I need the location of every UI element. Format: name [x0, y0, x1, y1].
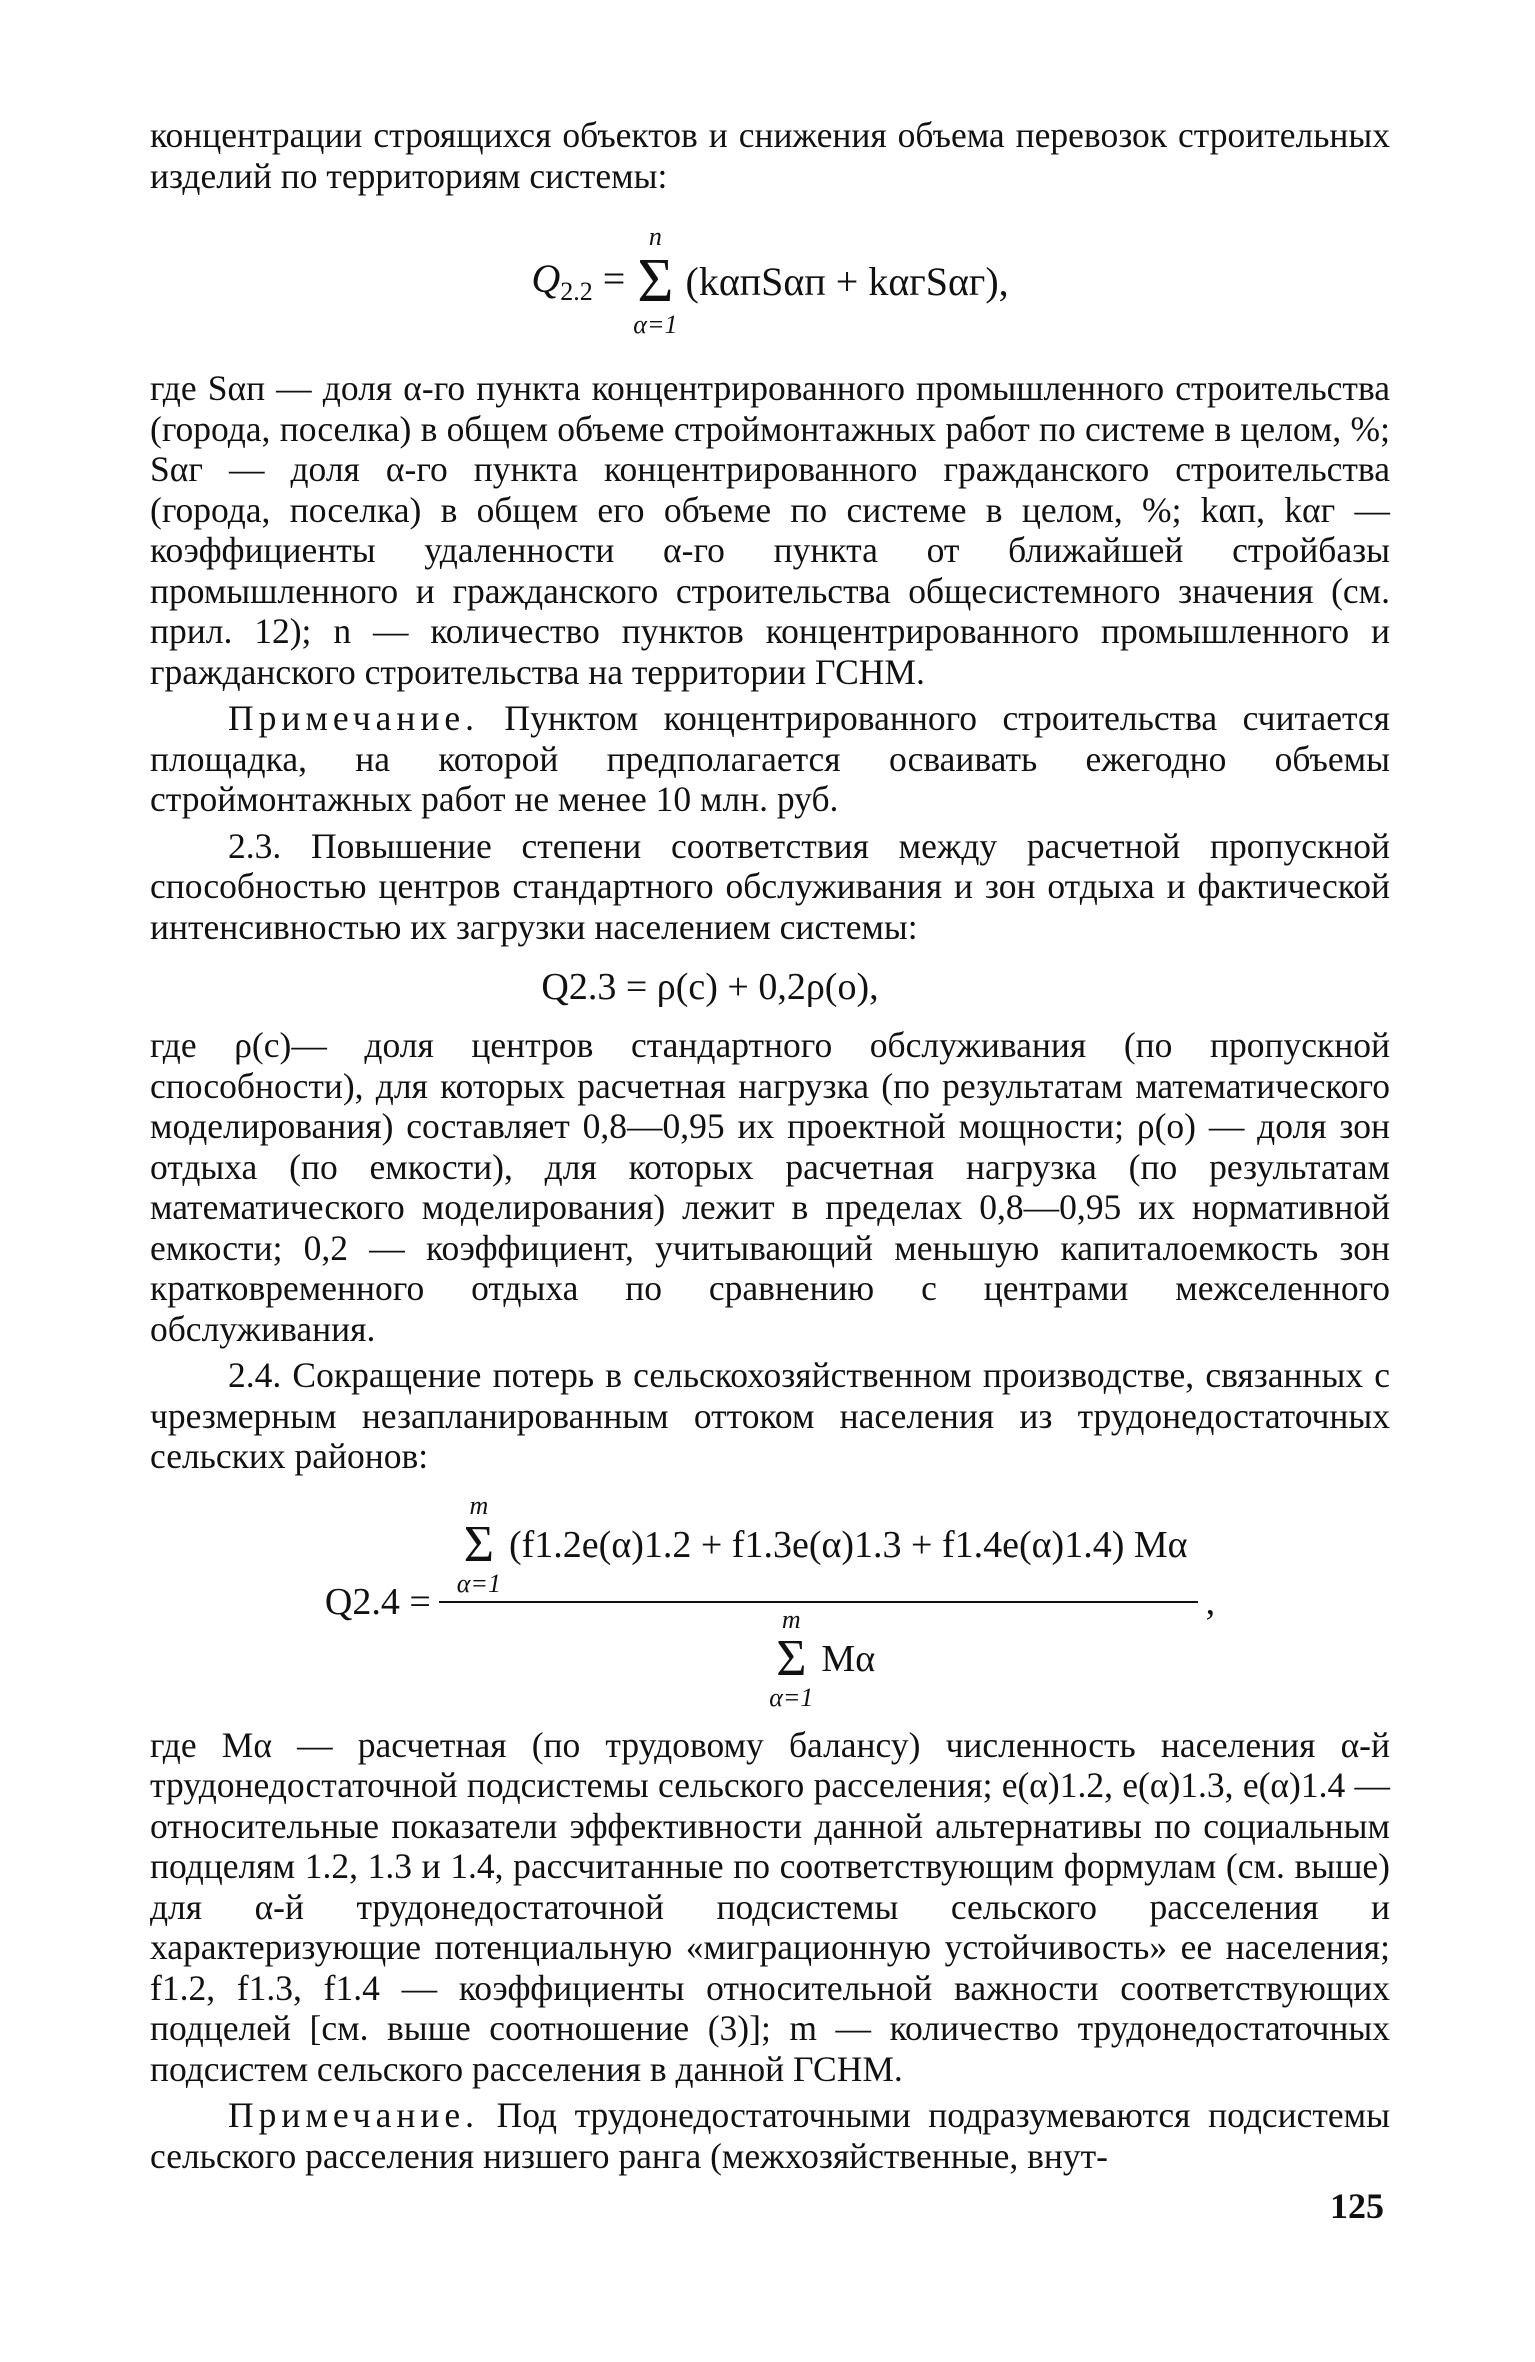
fraction-denominator: [751, 1604, 885, 1712]
paragraph-definitions-2-3: где ρ(с)— доля центров стандартного обслуживания (по пропускной способности), для которых расчетная нагрузка (по результатам математического моделирования) составляет 0,8—0,95 их проектной мощности; ρ(о) — доля зон отдыха (по емкости), для которых расчетная нагрузка (по результатам математического моделирования) лежит в пределах 0,8—0,95 их нормативной емкости; 0,2 — коэффициент, учитывающий меньшую капиталоемкость зон кратковременного отдыха по сравнению с центрами межселенного обслуживания.: [150, 1025, 1390, 1349]
sum-operator-denominator: [769, 1604, 814, 1712]
paragraph-intro: концентрации строящихся объектов и снижения объема перевозок строительных изделий по территориям системы:: [150, 115, 1390, 196]
note-2-text: Под трудонедостаточными подразумеваются подсистемы сельского расселения низшего ранга (межхозяйственные, внут-: [150, 2095, 1390, 2176]
formula-q2-4: [150, 1490, 1390, 1712]
note-1-label: Примечание.: [228, 698, 479, 738]
paragraph-definitions-2-4: где Mα — расчетная (по трудовому балансу) численность населения α-й трудонедостаточной подсистемы сельского расселения; e(α)1.2, e(α)1.3, e(α)1.4 — относительные показатели эффективности данной альтернативы по социальным подцелям 1.2, 1.3 и 1.4, рассчитанные по соответствующим формулам (см. выше) для α-й трудонедостаточной подсистемы сельского расселения и характеризующие потенциальную «миграционную устойчивость» ее населения; f1.2, f1.3, f1.4 — коэффициенты относительной важности соответствующих подцелей [см. выше соотношение (3)]; m — количество трудонедостаточных подсистем сельского расселения в данной ГСНМ.: [150, 1724, 1390, 2089]
page-body: [150, 115, 1390, 2176]
paragraph-definitions-2-2: где Sαп — доля α-го пункта концентрированного промышленного строительства (города, поселка) в общем объеме строймонтажных работ по системе в целом, %; Sαг — доля α-го пункта концентрированного гражданского строительства (города, поселка) в общем его объеме по системе в целом, %; kαп, kαг — коэффициенты удаленности α-го пункта от ближайшей стройбазы промышленного и гражданского строительства общесистемного значения (см. прил. 12); n — количество пунктов концентрированного промышленного и гражданского строительства на территории ГСНМ.: [150, 368, 1390, 692]
sum-upper-limit: m: [469, 1490, 489, 1520]
sigma-icon: Σ: [776, 1629, 807, 1687]
formula-body: (kαпSαп + kαгSαг),: [685, 258, 1009, 304]
sum-lower-limit: α=1: [456, 1568, 501, 1598]
sigma-icon: Σ: [463, 1515, 495, 1573]
paragraph-2-3: 2.3. Повышение степени соответствия между расчетной пропускной способностью центров стандартного обслуживания и зон отдыха и фактической интенсивностью их загрузки населением системы:: [150, 825, 1390, 947]
sum-lower-limit: α=1: [769, 1682, 814, 1712]
sum-operator: [633, 224, 677, 338]
note-1-text: Пунктом концентрированного строительства считается площадка, на которой предполагается осваивать ежегодно объемы строймонтажных работ не менее 10 млн. руб.: [150, 698, 1390, 819]
sum-upper-limit: m: [781, 1604, 801, 1634]
sum-operator-numerator: [456, 1490, 501, 1598]
note-2: [150, 2095, 1390, 2176]
sum-lower-limit: α=1: [633, 310, 678, 339]
paragraph-2-4: 2.4. Сокращение потерь в сельскохозяйственном производстве, связанных с чрезмерным незапланированным оттоком населения из трудонедостаточных сельских районов:: [150, 1355, 1390, 1476]
sum-upper-limit: n: [648, 222, 662, 251]
fraction: [439, 1490, 1198, 1712]
note-2-label: Примечание.: [228, 2095, 479, 2135]
numerator-body: (f1.2e(α)1.2 + f1.3e(α)1.3 + f1.4e(α)1.4) Mα: [508, 1523, 1188, 1566]
formula-q2-4-lhs: Q2.4 =: [324, 1580, 431, 1623]
formula-equals: =: [592, 256, 626, 301]
formula-q-subscript: 2.2: [560, 277, 593, 306]
note-1: [150, 698, 1390, 820]
sigma-icon: Σ: [637, 247, 674, 315]
formula-q2-3: Q2.3 = ρ(с) + 0,2ρ(о),: [541, 966, 879, 1008]
formula-q2-4-tail: ,: [1205, 1580, 1216, 1623]
fraction-numerator: [439, 1490, 1198, 1598]
page-number: 125: [1330, 2186, 1384, 2226]
fraction-bar: [439, 1601, 1198, 1603]
denominator-body: Mα: [821, 1637, 876, 1680]
formula-q-symbol: Q: [531, 256, 561, 301]
formula-q2-2: [150, 206, 1390, 356]
